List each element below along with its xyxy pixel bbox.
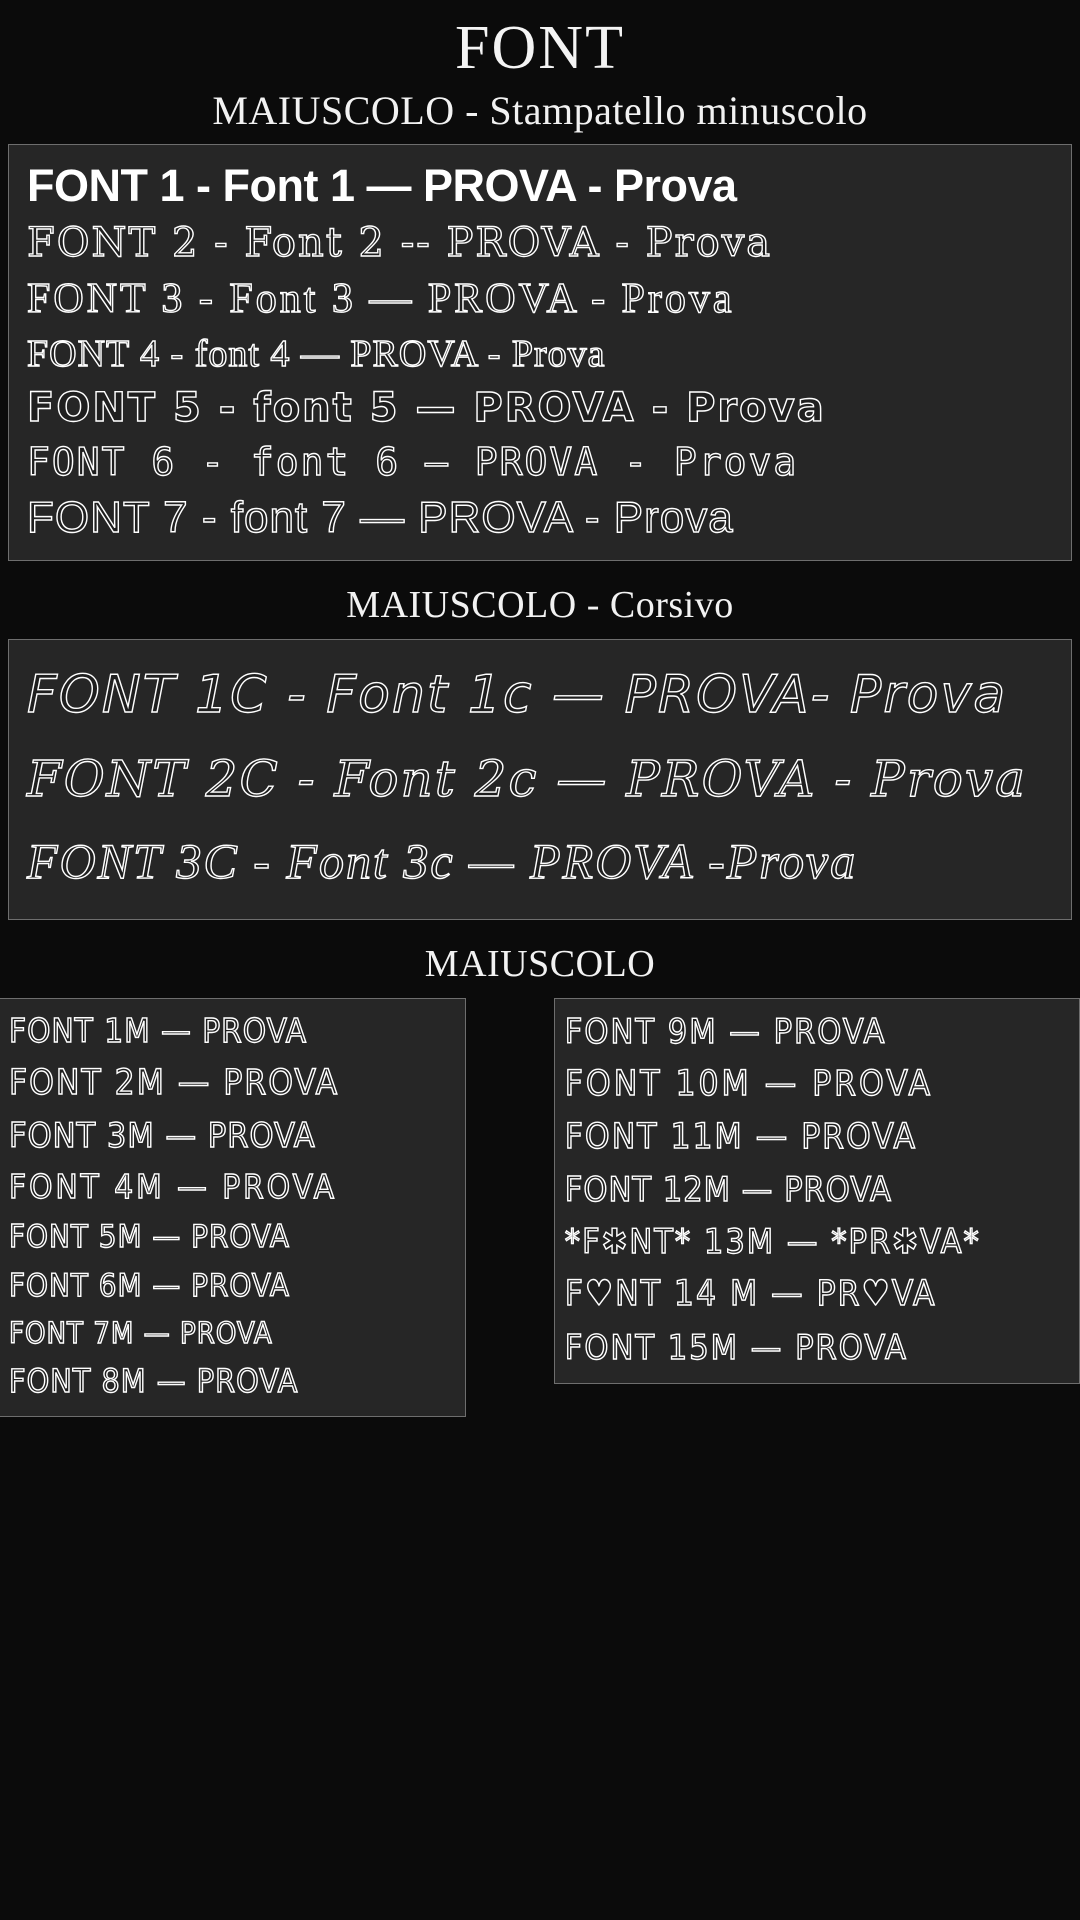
font-sample-row: FONT 2C - Font 2c — PROVA - Prova bbox=[27, 749, 1027, 808]
font-sample-row: FONT 10M — PROVA bbox=[564, 1063, 934, 1104]
bottom-spacer bbox=[0, 1417, 1080, 1457]
font-sample-row: FONT 6M — PROVA bbox=[9, 1267, 290, 1304]
font-sample-row: FONT 4M — PROVA bbox=[9, 1166, 338, 1206]
font-sample-row: FONT 2 - Font 2 -- PROVA - Prova bbox=[27, 220, 773, 267]
maiuscolo-column-left bbox=[0, 998, 466, 1417]
font-sample-row: FONT 1 - Font 1 — PROVA - Prova bbox=[27, 160, 737, 212]
font-sample-row: FONT 8M — PROVA bbox=[9, 1361, 299, 1400]
page-subtitle: MAIUSCOLO - Stampatello minuscolo bbox=[212, 88, 868, 134]
page-title: FONT bbox=[455, 14, 625, 82]
font-sample-row: F♥NT 14 M — PR♥VA bbox=[564, 1274, 937, 1315]
font-sample-row: FONT 2M — PROVA bbox=[9, 1062, 340, 1103]
maiuscolo-column-right bbox=[554, 998, 1080, 1384]
font-sample-row: FONT 15M — PROVA bbox=[564, 1327, 908, 1368]
font-sample-row: FONT 11M — PROVA bbox=[564, 1116, 918, 1157]
font-sample-row: FONT 3 - Font 3 — PROVA - Prova bbox=[27, 276, 735, 323]
font-sample-row: FONT 7 - font 7 — PROVA - Prova bbox=[27, 493, 734, 543]
maiuscolo-columns bbox=[0, 998, 1080, 1417]
font-sample-row: FONT 1C - Font 1c — PROVA- Prova bbox=[27, 665, 1008, 726]
font-sample-row: FONT 3M — PROVA bbox=[9, 1115, 316, 1156]
font-sample-row: FONT 5M — PROVA bbox=[9, 1218, 290, 1255]
font-sample-row: FONT 6 - font 6 — PROVA - Prova bbox=[27, 439, 799, 484]
section-stampatello-panel bbox=[8, 144, 1072, 561]
font-sample-row: FONT 12M — PROVA bbox=[564, 1170, 892, 1211]
font-sample-row: *F✱NT* 13M — *PR✱VA* bbox=[564, 1222, 981, 1263]
section-corsivo-panel bbox=[8, 639, 1072, 919]
font-sample-row: FONT 9M — PROVA bbox=[564, 1011, 887, 1052]
font-sample-row: FONT 7M — PROVA bbox=[9, 1316, 273, 1351]
font-sample-row: FONT 1M — PROVA bbox=[9, 1010, 308, 1050]
font-sample-row: FONT 5 - font 5 — PROVA - Prova bbox=[27, 384, 826, 431]
section-heading-maiuscolo: MAIUSCOLO bbox=[424, 942, 656, 985]
section-heading-corsivo: MAIUSCOLO - Corsivo bbox=[346, 584, 734, 627]
font-sample-row: FONT 4 - font 4 — PROVA - Prova bbox=[27, 333, 606, 376]
font-sample-row: FONT 3C - Font 3c — PROVA -Prova bbox=[27, 832, 858, 889]
